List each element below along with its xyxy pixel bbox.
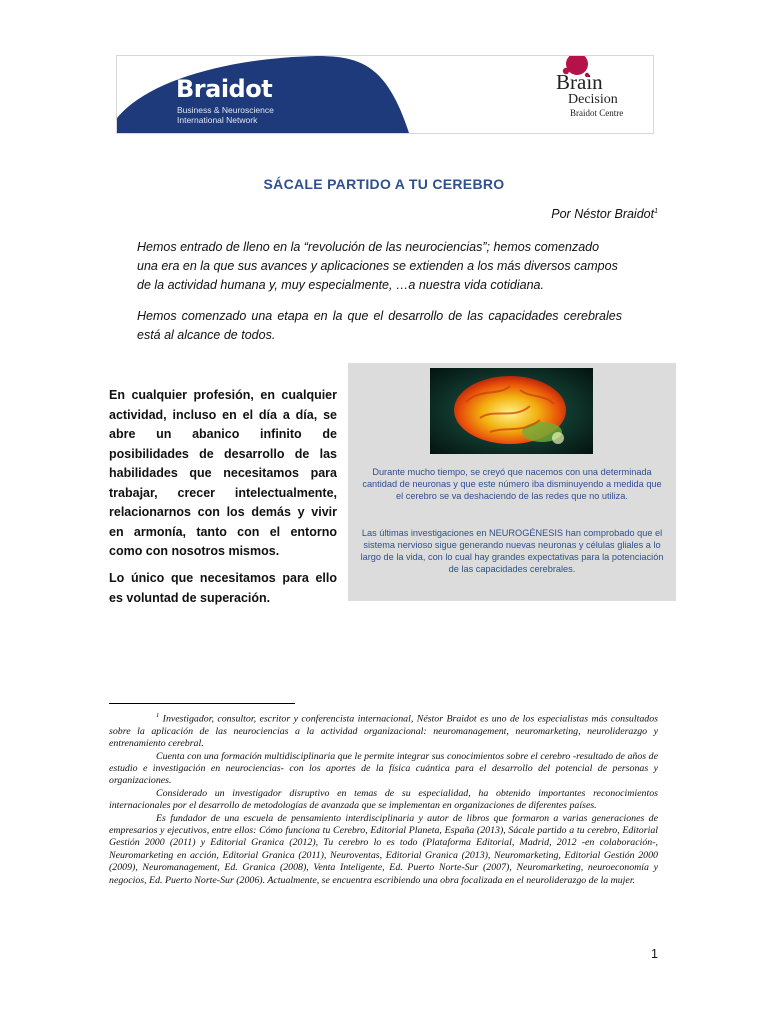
intro-paragraph-2: Hemos comenzado una etapa en la que el desarrollo de las capacidades cerebrales está al alcance de todos. — [137, 309, 622, 342]
braidot-logo-text: Braidot — [176, 75, 273, 103]
author-line — [551, 207, 658, 221]
footnote-paragraph-2: Cuenta con una formación multidisciplinaria que le permite integrar sus conocimientos sobre el cerebro -resultado de años de estudio e investigación en neurociencias- con los aportes de la física cuántica para el desarrollo del potencial de personas y organizaciones. — [109, 750, 658, 787]
brain-image — [430, 368, 593, 454]
braidot-logo-subtitle: Business & Neuroscience International Network — [177, 105, 274, 125]
sidebar-paragraph-2: Las últimas investigaciones en NEUROGÉNESIS han comprobado que el sistema nervioso sigue generando nuevas neuronas y células gliales a lo largo de la vida, con lo cual hay grandes expectativas para la potenciación de las capacidades cerebrales. — [360, 528, 664, 574]
footnote-paragraph-3: Considerado un investigador disruptivo en temas de su especialidad, ha obtenido importantes reconocimientos internacionales por el desarrollo de metodologías de avanzada que se implementan en organizaciones de diferentes países. — [109, 787, 658, 812]
page-title: SÁCALE PARTIDO A TU CEREBRO — [263, 176, 505, 192]
body-paragraph-2 — [109, 569, 337, 608]
body-text-1: En cualquier profesión, en cualquier actividad, incluso en el día a día, se abre un abanico infinito de posibilidades de desarrollo de las habilidades que necesitamos para trabajar, crecer intelectualmente, relacionarnos con los demás y vivir en armonía, tanto con el entorno como con nosotros mismos. — [109, 388, 337, 558]
body-paragraph-1 — [109, 386, 337, 562]
author-text: Por Néstor Braidot — [551, 207, 655, 221]
brain-decision-subtitle: Decision — [568, 92, 618, 107]
header-banner — [116, 55, 654, 134]
brain-decision-centre: Braidot Centre — [570, 108, 624, 118]
author-footnote-mark: 1 — [654, 207, 658, 215]
footnote-text-1: Investigador, consultor, escritor y conferencista internacional, Néstor Braidot es uno de los especialistas más consultados sobre la aplicación de las neurociencias a la actividad organizacional: neuromanagement, neuromarketing, neuroliderazgo y entrenamiento cerebral. — [109, 713, 658, 750]
brain-decision-title: Brain — [556, 70, 603, 94]
footnote-paragraph-1 — [109, 710, 658, 751]
footnote-mark: 1 — [156, 712, 160, 719]
page-number: 1 — [651, 947, 658, 961]
sidebar-box — [348, 363, 676, 601]
body-text-2: Lo único que necesitamos para ello es voluntad de superación. — [109, 571, 337, 605]
sidebar-paragraph-1: Durante mucho tiempo, se creyó que nacemos con una determinada cantidad de neuronas y que este número iba disminuyendo a medida que el cerebro se va deshaciendo de las redes que no utiliza. — [362, 467, 662, 501]
footnote-paragraph-4: Es fundador de una escuela de pensamiento interdisciplinaria y autor de libros que formaron a varias generaciones de empresarios y ejecutivos, entre ellos: Cómo funciona tu Cerebro, Editorial Planeta, España (2013), Sácale partido a tu cerebro, Editorial Gestión 2000 (2011) y Editorial Granica (2012), Tu cerebro lo es todo (Plataforma Editorial, Madrid, 2012 -en colaboración-, Neuromarketing en acción, Editorial Granica (2011), Neuroventas, Editorial Granica (2013), Neuromarketing, Editorial Gestión 2000 (2009), Neuromanagement, Ed. Granica (2008), Venta Inteligente, Ed. Puerto Norte-Sur (2007), Neuromarketing, neuroeconomía y negocios, Ed. Puerto Norte-Sur (2006). Actualmente, se encuentra escribiendo una obra focalizada en el neuroliderazgo de la mujer. — [109, 812, 658, 886]
footnote — [109, 710, 658, 887]
intro-paragraph-1: Hemos entrado de lleno en la “revolución de las neurociencias”; hemos comenzado una era en la que sus avances y aplicaciones se extienden a los más diversos campos de la actividad humana y, muy especialmente, …a nuestra vida cotidiana. — [137, 240, 618, 292]
footnote-separator — [109, 703, 295, 704]
